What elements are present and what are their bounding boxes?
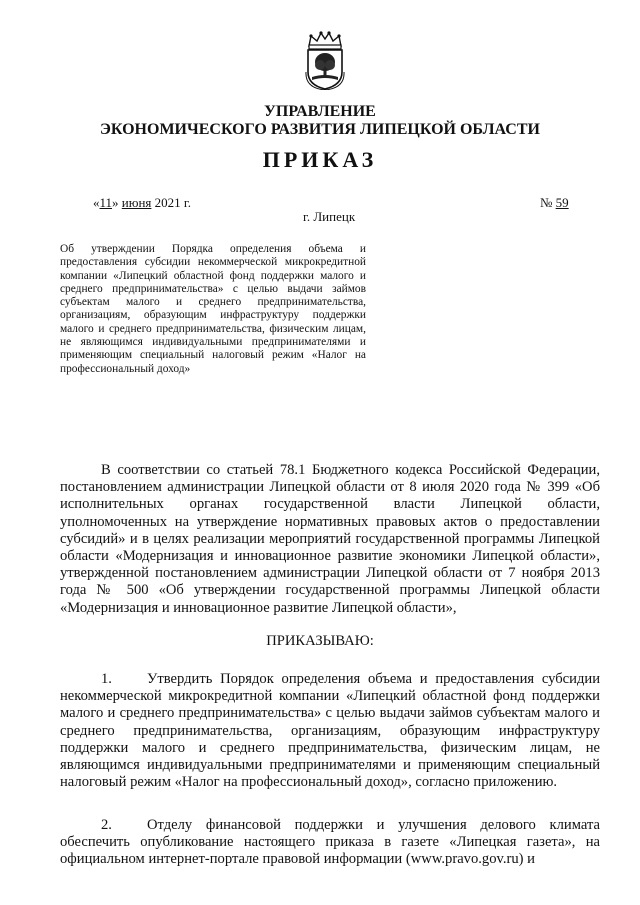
number-prefix: №	[540, 195, 553, 210]
date-month: июня	[121, 195, 152, 210]
organization-title-line2: ЭКОНОМИЧЕСКОГО РАЗВИТИЯ ЛИПЕЦКОЙ ОБЛАСТИ	[100, 121, 540, 138]
date-day: 11	[99, 195, 113, 210]
document-type-title: ПРИКАЗ	[262, 147, 378, 172]
order-item-text: Отделу финансовой поддержки и улучшения делового климата обеспечить опубликование настоящего приказа в газете «Липецкая газета», на официальном интернет-портале правовой информации (www.pravo.gov.ru) и	[60, 817, 600, 868]
document-subject: Об утверждении Порядка определения объема и предоставления субсидии некоммерческой микрокредитной компании «Липецкий областной фонд поддержки малого и среднего предпринимательства» с целью выдачи займов субъектам малого и среднего предпринимательства, организациям, образующим инфраструктуру поддержки малого и среднего предпринимательства, физическим лицам, не являющимся индивидуальными предпринимателями и применяющим специальный налоговый режим «Налог на профессиональный доход»	[60, 243, 366, 375]
organization-title-line1: УПРАВЛЕНИЕ	[264, 103, 376, 120]
order-item-text: Утвердить Порядок определения объема и предоставления субсидии некоммерческой микрокредитной компании «Липецкий областной фонд поддержки малого и среднего предпринимательства» с целью выдачи займов субъектам малого и среднего предпринимательства, организациям, образующим инфраструктуру поддержки малого и среднего предпринимательства, физическим лицам, не являющимся индивидуальными предпринимателями и применяющим специальный налоговый режим «Налог на профессиональный доход», согласно приложению.	[60, 671, 600, 791]
document-city: г. Липецк	[303, 209, 356, 224]
organization-title	[0, 103, 640, 139]
order-item	[60, 671, 600, 791]
date-open-quote: «	[93, 195, 100, 210]
decree-heading: ПРИКАЗЫВАЮ:	[266, 633, 374, 649]
document-number	[540, 195, 569, 211]
order-item	[60, 817, 600, 869]
document-date	[93, 195, 191, 211]
preamble-paragraph: В соответствии со статьей 78.1 Бюджетного кодекса Российской Федерации, постановлением администрации Липецкой области от 8 июля 2020 года № 399 «Об исполнительных органах государственной власти Липецкой области, уполномоченных на утверждение нормативных правовых актов о предоставлении субсидий» и в целях реализации мероприятий государственной программы Липецкой области «Модернизация и инновационное развитие экономики Липецкой области», утвержденной постановлением администрации Липецкой области от 7 ноября 2013 года № 500 «Об утверждении государственной программы Липецкой области «Модернизация и инновационное развитие Липецкой области»,	[60, 462, 600, 616]
order-item-number: 1.	[101, 671, 112, 687]
order-item-number: 2.	[101, 817, 112, 833]
coat-of-arms-icon	[303, 30, 347, 90]
number-value: 59	[555, 195, 569, 210]
date-year: 2021	[154, 195, 181, 210]
date-close-quote: »	[112, 195, 119, 210]
date-year-suffix: г.	[183, 195, 192, 210]
